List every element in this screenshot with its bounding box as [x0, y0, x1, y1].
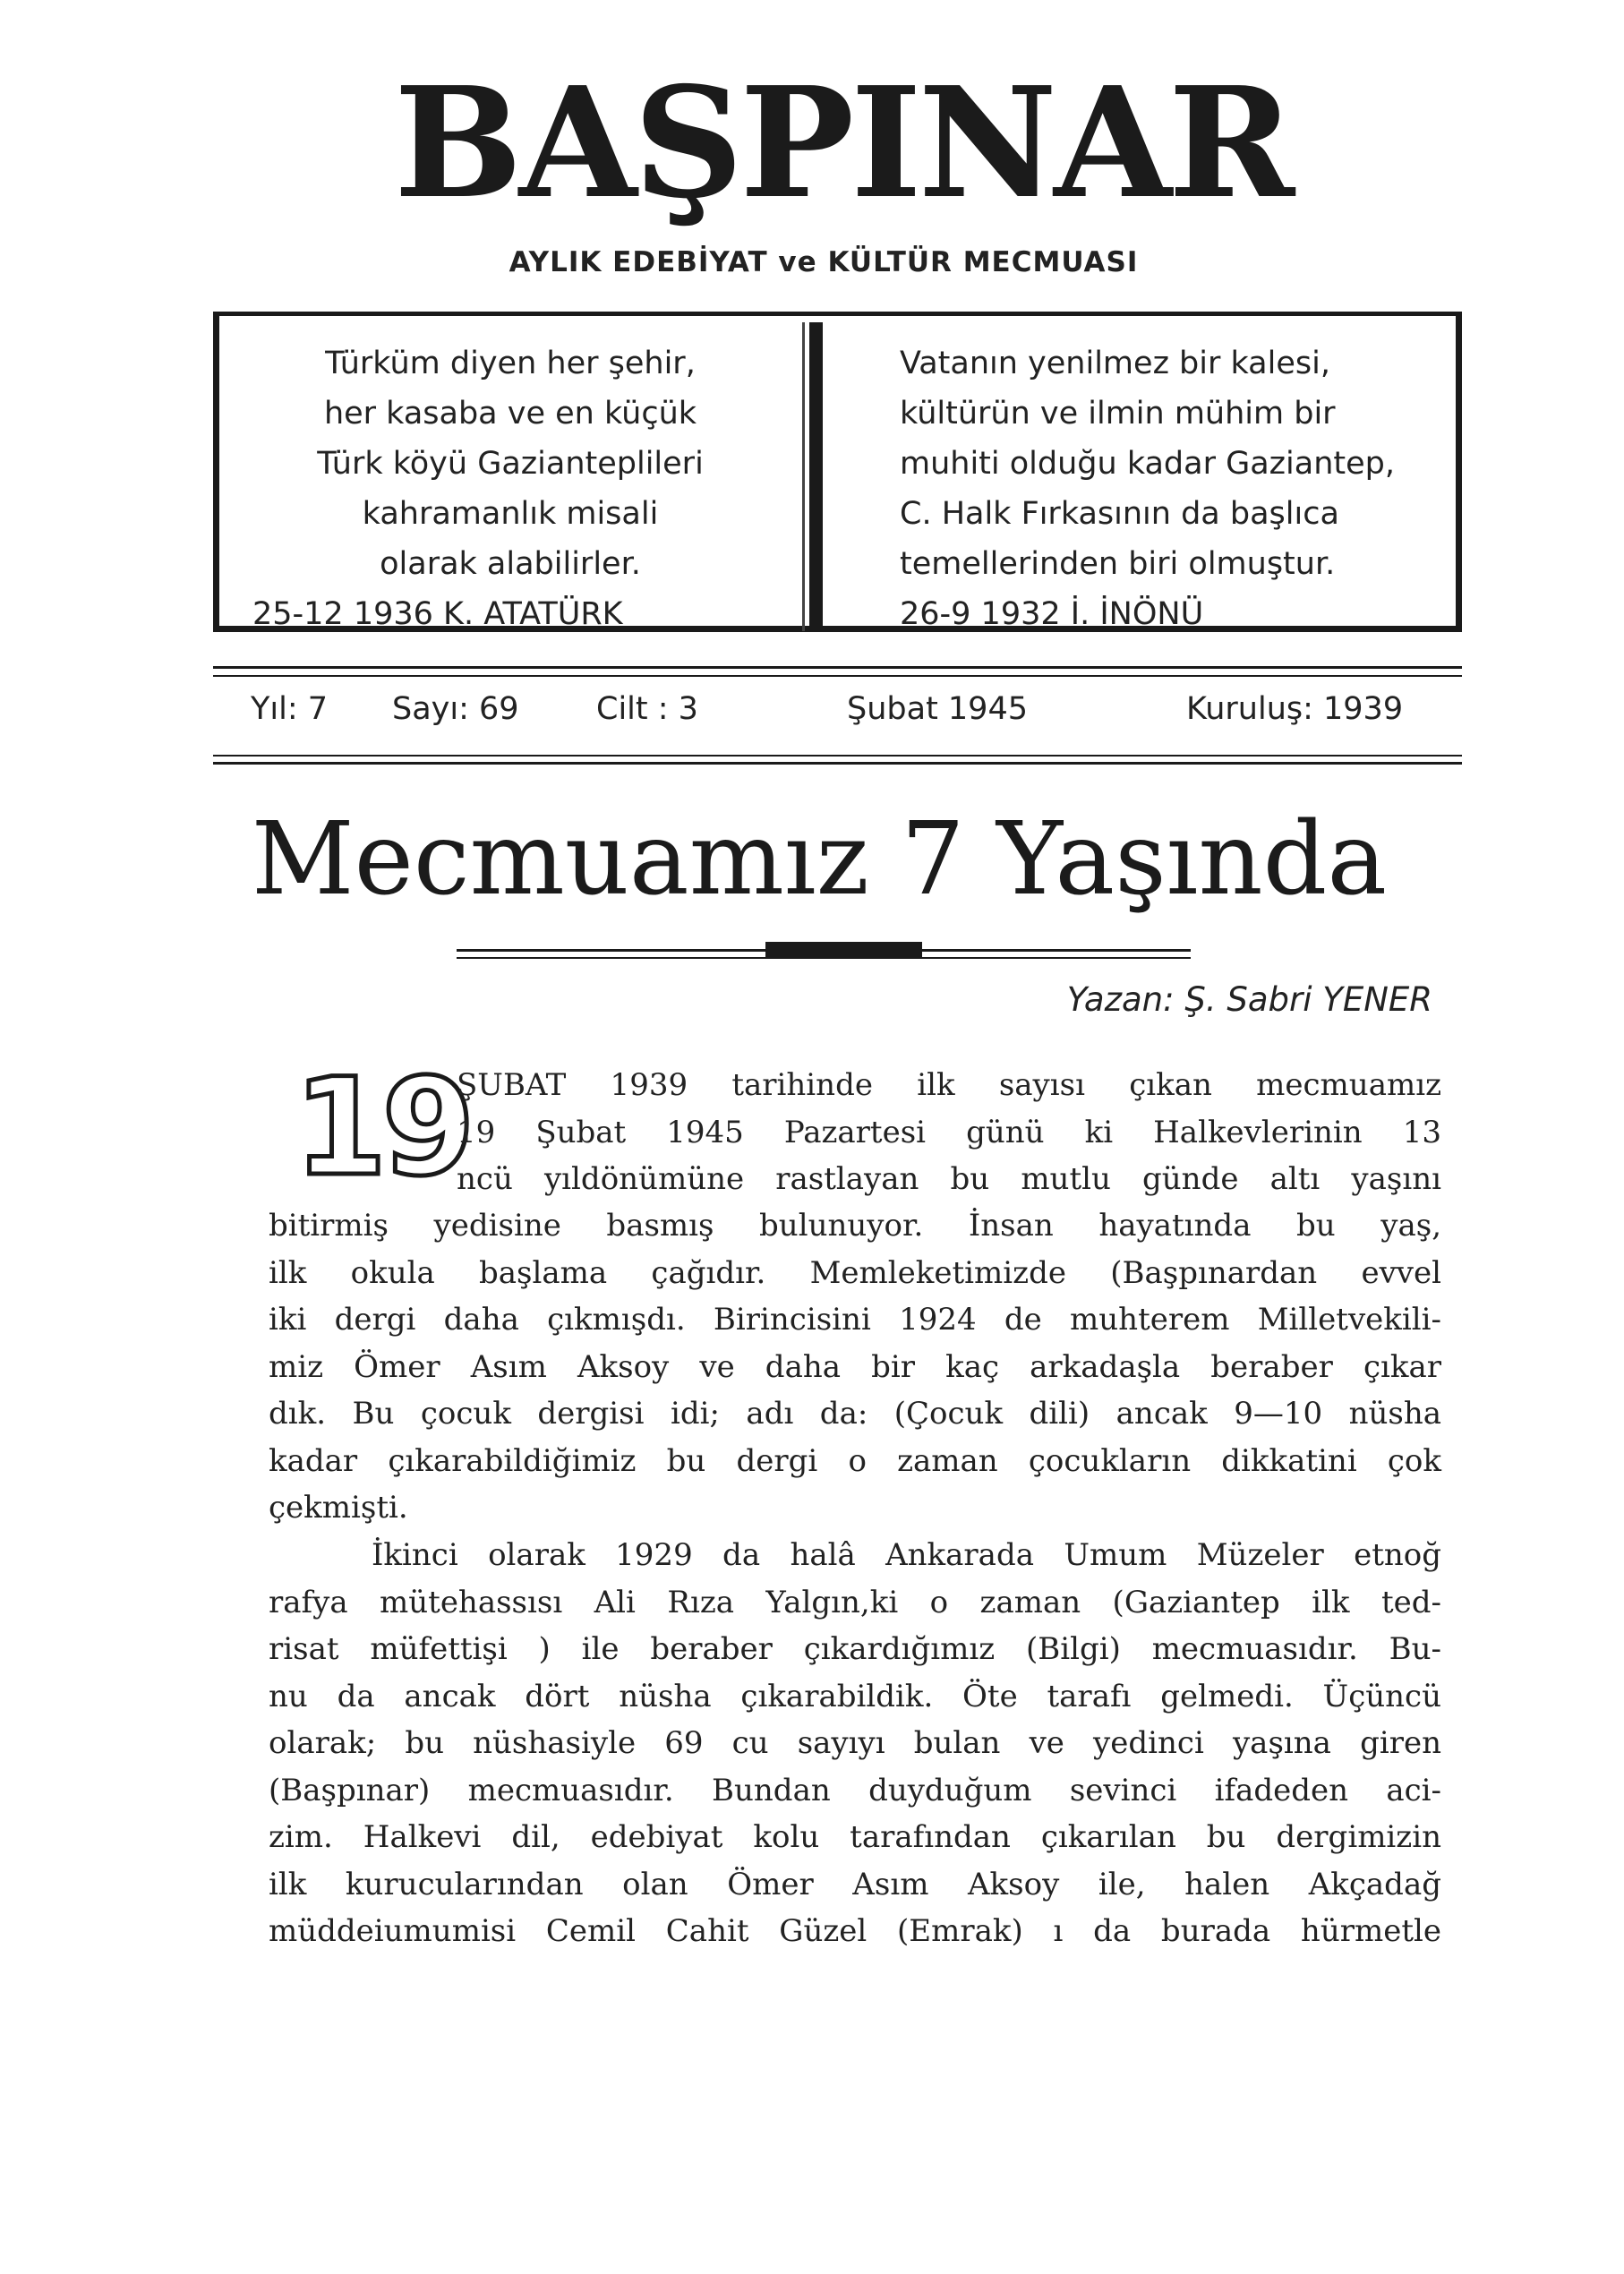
text-line: 19 Şubat 1945 Pazartesi günü ki Halkevlerinin 13 — [457, 1114, 1441, 1150]
quote-line: Vatanın yenilmez bir kalesi, — [900, 346, 1330, 381]
title-rule-2 — [457, 957, 1191, 959]
text-line: rafya mütehassısı Ali Rıza Yalgın,ki o zaman (Gaziantep ilk ted- — [269, 1584, 1441, 1620]
text-line: risat müfettişi ) ile beraber çıkardığımız (Bilgi) mecmuasıdır. Bu- — [269, 1631, 1441, 1667]
article-title: Mecmuamız 7 Yaşında — [251, 801, 1388, 918]
paragraph-1-intro — [457, 1062, 1441, 1203]
quote-signature: 26-9 1932 İ. İNÖNÜ — [900, 596, 1204, 632]
quote-divider — [809, 322, 823, 631]
text-line: ncü yıldönümüne rastlayan bu mutlu günde altı yaşını — [457, 1161, 1441, 1197]
quote-line: muhiti olduğu kadar Gaziantep, — [900, 446, 1395, 482]
ataturk-quote — [242, 338, 779, 639]
inonu-quote — [900, 338, 1437, 639]
text-line: iki dergi daha çıkmışdı. Birincisini 1924 de muhterem Milletvekili- — [269, 1302, 1441, 1338]
text-line: olarak; bu nüshasiyle 69 cu sayıyı bulan ve yedinci yaşına giren — [269, 1725, 1441, 1761]
masthead-subtitle: AYLIK EDEBİYAT ve KÜLTÜR MECMUASI — [509, 246, 1139, 278]
article-author: Yazan: Ş. Sabri YENER — [1066, 980, 1432, 1019]
text-line: miz Ömer Asım Aksoy ve daha bir kaç arkadaşla beraber çıkar — [269, 1348, 1441, 1385]
text-line: ŞUBAT 1939 tarihinde ilk sayısı çıkan mecmuamız — [457, 1067, 1441, 1103]
text-line: zim. Halkevi dil, edebiyat kolu tarafından çıkarılan bu dergimizin — [269, 1819, 1441, 1855]
issue-number: Sayı: 69 — [392, 691, 519, 727]
issue-year: Yıl: 7 — [251, 691, 329, 727]
quote-line: her kasaba ve en küçük — [323, 396, 697, 432]
issue-volume: Cilt : 3 — [596, 691, 698, 727]
drop-cap: 19 — [294, 1050, 470, 1206]
text-line: çekmişti. — [269, 1490, 408, 1526]
quote-line: kahramanlık misali — [362, 496, 659, 532]
title-rule-bar — [765, 942, 922, 958]
quote-divider-thin — [802, 322, 805, 631]
quote-line: kültürün ve ilmin mühim bir — [900, 396, 1336, 432]
info-rule-bottom — [213, 755, 1462, 757]
text-line: ilk okula başlama çağıdır. Memleketimizde (Başpınardan evvel — [269, 1254, 1441, 1291]
quote-line: Türk köyü Gazianteplileri — [317, 446, 704, 482]
info-rule-top — [213, 666, 1462, 669]
quote-line: olarak alabilirler. — [380, 546, 641, 582]
quote-line: temellerinden biri olmuştur. — [900, 546, 1336, 582]
text-line: nu da ancak dört nüsha çıkarabildik. Öte tarafı gelmedi. Üçüncü — [269, 1678, 1441, 1714]
paragraph-2 — [269, 1532, 1441, 1955]
text-line: (Başpınar) mecmuasıdır. Bundan duyduğum sevinci ifadeden aci- — [269, 1772, 1441, 1808]
info-rule-bottom-2 — [213, 762, 1462, 765]
text-line: İkinci olarak 1929 da halâ Ankarada Umum Müzeler etnoğ — [372, 1537, 1441, 1573]
text-line: dık. Bu çocuk dergisi idi; adı da: (Çocuk dili) ancak 9—10 nüsha — [269, 1396, 1441, 1432]
quote-line: Türküm diyen her şehir, — [325, 346, 696, 381]
text-line: müddeiumumisi Cemil Cahit Güzel (Emrak) ı da burada hürmetle — [269, 1913, 1441, 1949]
info-rule-top-2 — [213, 675, 1462, 677]
issue-founded: Kuruluş: 1939 — [1186, 691, 1404, 727]
text-line: kadar çıkarabildiğimiz bu dergi o zaman çocukların dikkatini çok — [269, 1442, 1441, 1479]
quote-signature: 25-12 1936 K. ATATÜRK — [252, 596, 623, 632]
masthead-title: BAŞPINAR — [394, 54, 1292, 233]
paragraph-1 — [269, 1202, 1441, 1532]
issue-date: Şubat 1945 — [847, 691, 1028, 727]
quote-line: C. Halk Fırkasının da başlıca — [900, 496, 1339, 532]
text-line: bitirmiş yedisine basmış bulunuyor. İnsan hayatında bu yaş, — [269, 1208, 1441, 1244]
text-line: ilk kurucularından olan Ömer Asım Aksoy ile, halen Akçadağ — [269, 1866, 1441, 1902]
